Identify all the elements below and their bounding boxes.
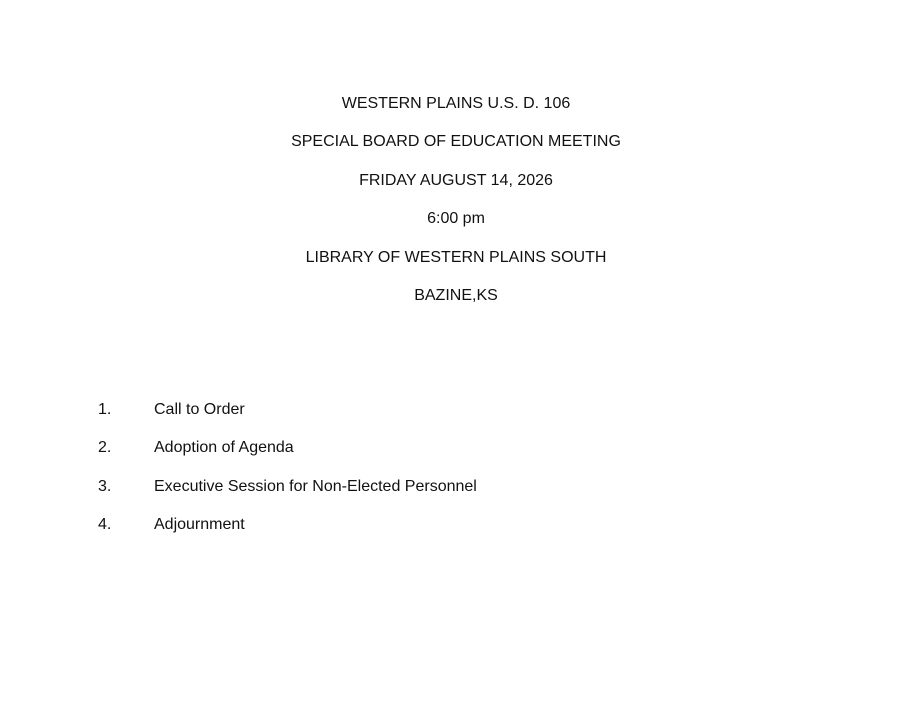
agenda-item-text: Executive Session for Non-Elected Personnel [154,477,477,495]
meeting-location: LIBRARY OF WESTERN PLAINS SOUTH [305,248,607,266]
meeting-header [0,94,912,324]
agenda-item [98,400,477,419]
agenda-item-number: 3. [98,477,112,495]
agenda-item-text: Adoption of Agenda [154,439,294,457]
district-name: WESTERN PLAINS U.S. D. 106 [341,95,571,112]
meeting-date: FRIDAY AUGUST 14, 2026 [359,171,553,189]
agenda-item [98,438,477,457]
agenda-item-number: 1. [98,401,112,418]
agenda-item [98,515,477,534]
agenda-item-text: Adjournment [154,515,245,533]
agenda-item-number: 4. [98,515,112,533]
agenda-item-number: 2. [98,439,112,457]
meeting-time: 6:00 pm [427,210,485,228]
agenda-list [98,400,477,553]
meeting-city: BAZINE,KS [414,286,498,304]
agenda-item-text: Call to Order [154,401,245,418]
agenda-item [98,477,477,496]
meeting-title: SPECIAL BOARD OF EDUCATION MEETING [291,133,621,151]
